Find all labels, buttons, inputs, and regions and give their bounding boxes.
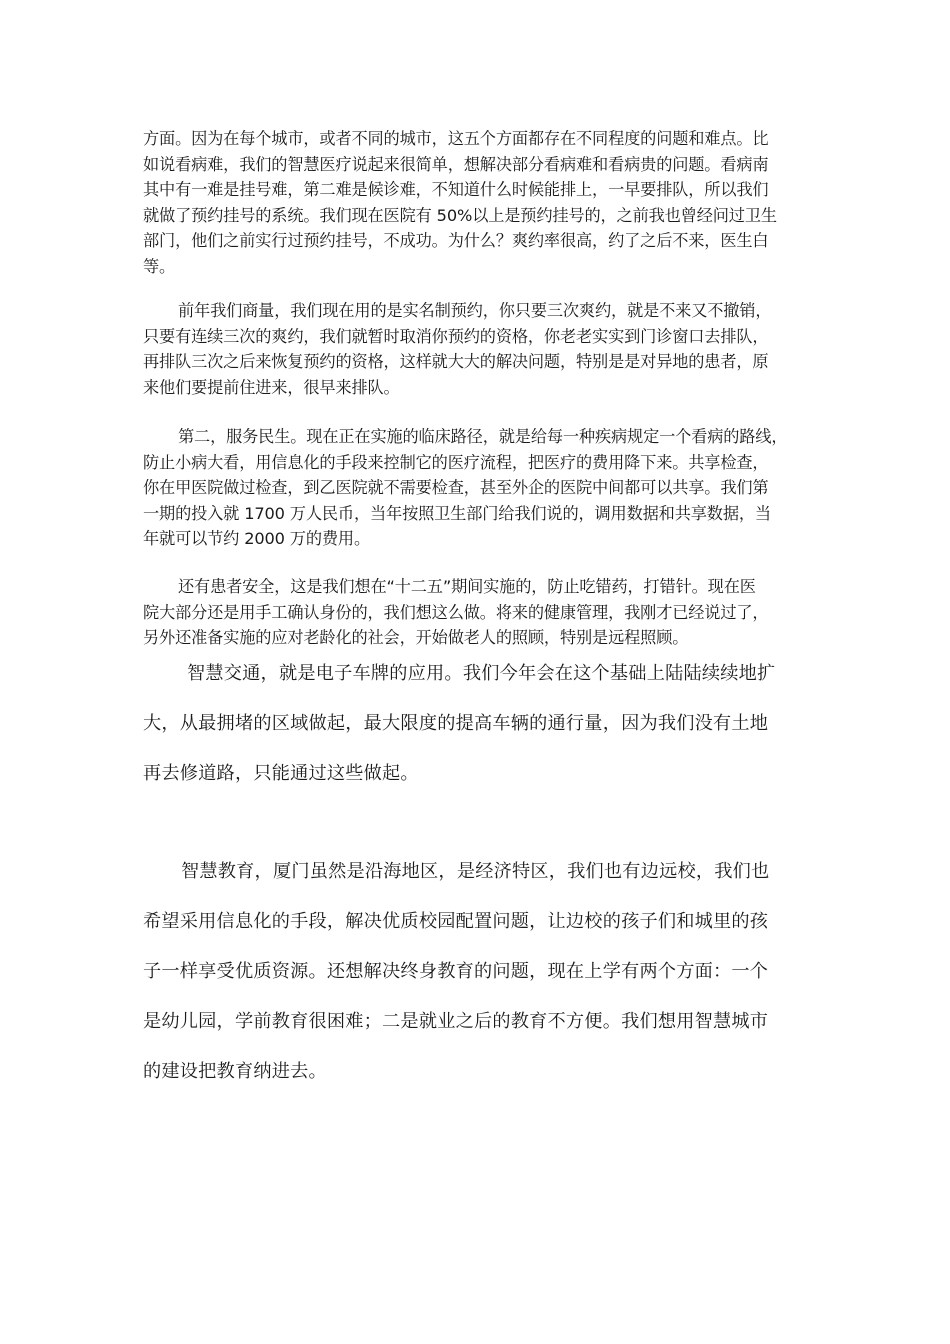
text-line: 只要有连续三次的爽约，我们就暂时取消你预约的资格，你老老实实到门诊窗口去排队， <box>143 326 769 346</box>
text-line: 还有患者安全，这是我们想在“十二五”期间实施的，防止吃错药，打错针。现在医 <box>178 577 756 596</box>
paragraph-public-service <box>143 424 813 552</box>
text-line: 一期的投入就 1700 万人民币，当年按照卫生部门给我们说的，调用数据和共享数据，当 <box>143 503 771 523</box>
text-line: 部门，他们之前实行过预约挂号，不成功。为什么？爽约率很高，约了之后不来，医生白 <box>143 231 769 251</box>
text-line: 你在甲医院做过检查，到乙医院就不需要检查，甚至外企的医院中间都可以共享。我们第 <box>143 478 769 498</box>
paragraph-medical-problems <box>143 126 813 280</box>
paragraph-appointment-policy <box>143 298 813 400</box>
text-line: 前年我们商量，我们现在用的是实名制预约，你只要三次爽约，就是不来又不撤销， <box>178 301 772 320</box>
text-line: 来他们要提前住进来，很早来排队。 <box>143 377 400 397</box>
text-line: 再去修道路，只能通过这些做起。 <box>143 763 419 784</box>
text-line: 院大部分还是用手工确认身份的，我们想这么做。将来的健康管理，我刚才已经说过了， <box>143 602 769 622</box>
text-line: 再排队三次之后来恢复预约的资格，这样就大大的解决问题，特别是是对异地的患者，原 <box>143 352 769 372</box>
text-line: 子一样享受优质资源。还想解决终身教育的问题，现在上学有两个方面：一个 <box>143 961 769 982</box>
text-line: 是幼儿园，学前教育很困难；二是就业之后的教育不方便。我们想用智慧城市 <box>143 1011 769 1032</box>
text-line: 其中有一难是挂号难，第二难是候诊难，不知道什么时候能排上，一早要排队，所以我们 <box>143 180 769 200</box>
paragraph-patient-safety <box>143 574 813 651</box>
text-line: 方面。因为在每个城市，或者不同的城市，这五个方面都存在不同程度的问题和难点。比 <box>143 129 769 148</box>
text-line: 如说看病难，我们的智慧医疗说起来很简单，想解决部分看病难和看病贵的问题。看病南 <box>143 154 769 174</box>
text-line: 的建设把教育纳进去。 <box>143 1061 327 1082</box>
text-line: 防止小病大看，用信息化的手段来控制它的医疗流程，把医疗的费用降下来。共享检查， <box>143 452 769 472</box>
text-line: 就做了预约挂号的系统。我们现在医院有 50%以上是预约挂号的，之前我也曾经问过卫生 <box>143 205 777 225</box>
paragraph-smart-transport <box>143 649 813 799</box>
text-line: 第二，服务民生。现在正在实施的临床路径，就是给每一种疾病规定一个看病的路线， <box>178 427 788 446</box>
paragraph-smart-education <box>143 847 813 1097</box>
text-line: 年就可以节约 2000 万的费用。 <box>143 529 370 549</box>
text-line: 智慧教育，厦门虽然是沿海地区，是经济特区，我们也有边远校，我们也 <box>181 861 770 882</box>
text-line: 智慧交通，就是电子车牌的应用。我们今年会在这个基础上陆陆续续地扩 <box>187 663 776 684</box>
text-line: 另外还准备实施的应对老龄化的社会，开始做老人的照顾，特别是远程照顾。 <box>143 628 689 648</box>
text-line: 希望采用信息化的手段，解决优质校园配置问题，让边校的孩子们和城里的孩 <box>143 911 769 932</box>
text-line: 大，从最拥堵的区域做起，最大限度的提高车辆的通行量，因为我们没有土地 <box>143 713 769 734</box>
text-line: 等。 <box>143 256 176 276</box>
